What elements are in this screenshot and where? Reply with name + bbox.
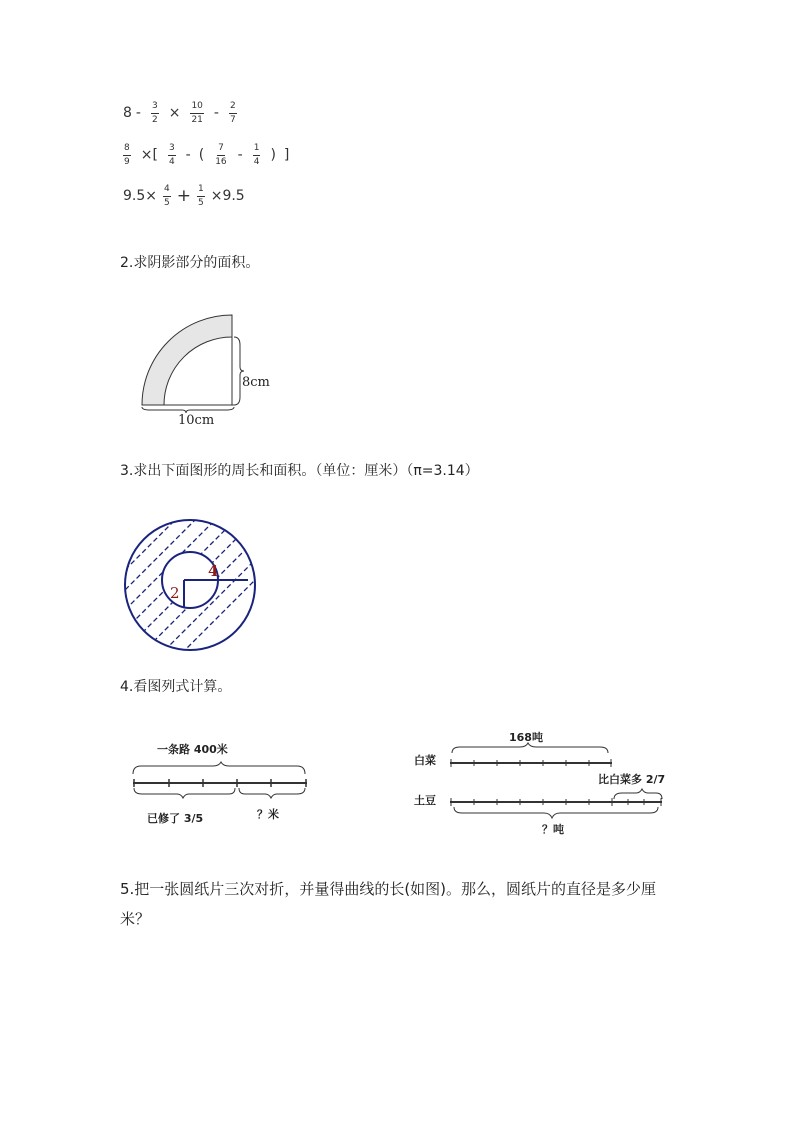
road-remaining-brace xyxy=(239,788,305,798)
inner-radius-label: 2 xyxy=(170,584,180,602)
width-label: 10cm xyxy=(178,413,215,428)
road-repaired-label: 已修了 3/5 xyxy=(147,812,204,825)
question-2-title: 2.求阴影部分的面积。 xyxy=(120,255,260,271)
question-5-text: 5.把一张圆纸片三次对折，并量得曲线的长(如图)。那么，圆纸片的直径是多少厘米？ xyxy=(120,880,657,928)
expr3-term: ×9.5 xyxy=(210,188,245,204)
fraction: $\frac{4}{5}$ xyxy=(164,183,170,208)
fraction: $\frac{1}{5}$ xyxy=(197,183,204,208)
fraction: $\frac{3}{2}$ xyxy=(151,100,158,125)
expr2-op: ×[ xyxy=(140,147,158,163)
expr2-op: - xyxy=(237,147,243,163)
expr2-op: ] xyxy=(283,147,290,163)
expr2-op: ) xyxy=(270,147,276,163)
road-repaired-brace xyxy=(134,788,235,798)
expr1-op: - xyxy=(135,105,141,121)
vegetable-line-diagram xyxy=(410,725,680,840)
cabbage-brace xyxy=(452,743,608,753)
potato-total-brace xyxy=(454,807,658,818)
expr3-op: + xyxy=(176,186,191,206)
outer-radius-label: 4 xyxy=(208,562,219,580)
height-label: 8cm xyxy=(242,375,270,390)
expression-2 xyxy=(123,137,293,173)
question-3-title: 3.求出下面图形的周长和面积。（单位：厘米）（π=3.14） xyxy=(120,463,479,479)
fraction: $\frac{3}{4}$ xyxy=(168,142,175,167)
quarter-ring-figure xyxy=(130,305,280,430)
height-brace xyxy=(234,337,244,405)
potato-row-label: 土豆 xyxy=(414,794,436,807)
expr1-op: × xyxy=(168,105,181,121)
cabbage-row-label: 白菜 xyxy=(414,754,436,767)
expr1-op: - xyxy=(213,105,219,121)
expression-1 xyxy=(123,95,243,131)
expr3-term: 9.5× xyxy=(123,188,157,204)
fraction: $\frac{2}{7}$ xyxy=(229,100,236,125)
outer-circle xyxy=(125,520,255,650)
hatching xyxy=(120,515,260,655)
fraction: $\frac{7}{16}$ xyxy=(215,142,227,167)
question-4-title: 4.看图列式计算。 xyxy=(120,679,232,695)
expr2-op: ( xyxy=(198,147,205,163)
expr2-op: - xyxy=(185,147,191,163)
extra-brace xyxy=(614,789,662,799)
expr1-term: 8 xyxy=(123,105,132,121)
fraction: $\frac{8}{9}$ xyxy=(124,142,130,167)
fraction: $\frac{10}{21}$ xyxy=(191,100,203,125)
road-line-diagram xyxy=(125,730,320,830)
road-remaining-label: ？米 xyxy=(257,808,279,821)
potato-total-label: ？吨 xyxy=(542,823,564,836)
annulus-figure xyxy=(120,515,260,655)
fraction: $\frac{1}{4}$ xyxy=(253,142,260,167)
extra-amount-label: 比白菜多 2/7 xyxy=(598,773,666,786)
shaded-quarter-ring xyxy=(142,315,232,405)
cabbage-total-label: 168吨 xyxy=(509,731,543,744)
road-top-brace xyxy=(133,762,305,774)
road-total-label: 一条路 400米 xyxy=(157,743,228,756)
expression-3 xyxy=(123,178,245,214)
